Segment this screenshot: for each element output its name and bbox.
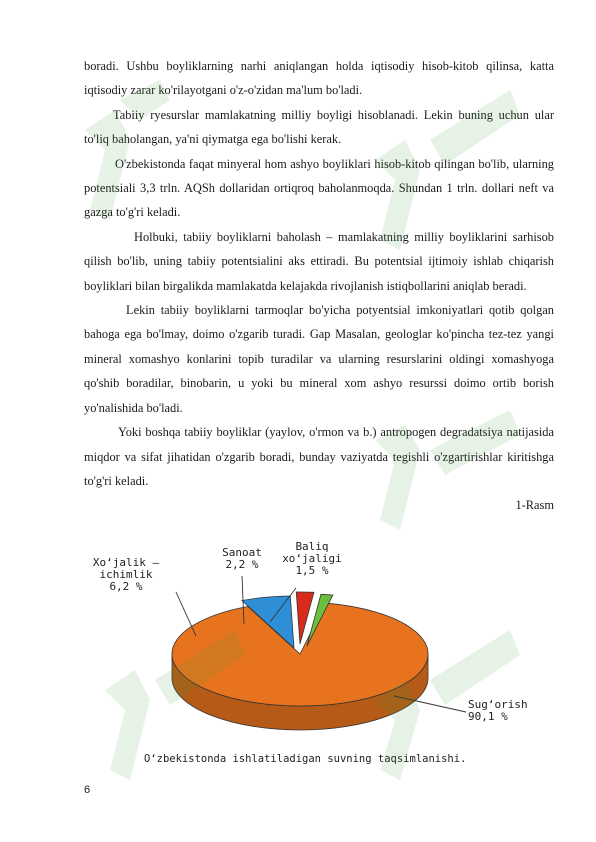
pie-chart-svg (84, 536, 554, 776)
slice-value-label: 1,5 % (295, 564, 329, 577)
paragraph-4: Holbuki, tabiiy boyliklarni baholash – mamlakatning milliy boyliklarini sarhisob qilish bo'lib, uning tabiiy potentsialini aks ettiradi. Bu potentsial ijtimoiy ishlab chiqarish boyliklari bilan birgalikda mamlakatda kelajakda rivojlanish istiqbollarini aniqlab beradi. (84, 229, 554, 293)
leader-line (176, 592, 196, 636)
paragraph-5: Lekin tabiiy boyliklarni tarmoqlar bo'yicha potyentsial imkoniyatlari qotib qolgan bahoga ega bo'lmay, doimo o'zgarib turadi. Gap Masalan, geologlar ko'pincha tez-tez yangi mineral xomashyo konlarini topib turadilar va ularning resurslarini oldingi xomashyoga qo'shib boradilar, binobarin, u yoki bu mineral xom ashyo resurssi doimo ortib borish yo'nalishida bo'ladi. (84, 303, 554, 415)
paragraph-2: Tabiiy ryesurslar mamlakatning milliy boyligi hisoblanadi. Lekin buning uchun ular to'liq baholangan, ya'ni qiymatga ega bo'lishi kerak. (84, 107, 554, 147)
figure-label: 1-Rasm (515, 498, 554, 513)
slice-name-label: Baliq (295, 540, 329, 553)
slice-name-label: Xo‘jalik — (92, 556, 160, 569)
pie-chart (84, 536, 554, 776)
slice-name-label: Sug‘orish (468, 698, 528, 711)
slice-value-label: 2,2 % (225, 558, 259, 571)
slice-name-label: Sanoat (222, 546, 262, 559)
slice-value-label: 90,1 % (468, 710, 508, 723)
paragraph-1: boradi. Ushbu boyliklarning narhi aniqlangan holda iqtisodiy hisob-kitob qilinsa, katta iqtisodiy zarar ko'rilayotgani o'z-o'zidan ma'lum bo'ladi. (84, 59, 554, 98)
slice-value-label: 6,2 % (109, 580, 143, 593)
chart-caption: O‘zbekistonda ishlatiladigan suvning taqsimlanishi. (144, 753, 467, 765)
slice-name-label: ichimlik (99, 568, 153, 581)
body-text (84, 54, 554, 518)
slice-name-label: xo‘jaligi (282, 552, 342, 565)
paragraph-6: Yoki boshqa tabiiy boyliklar (yaylov, o'rmon va b.) antropogen degradatsiya natijasida miqdor va sifat jihatidan o'zgarib boradi, bunday vaziyatda tegishli o'zgartirishlar kiritishga to'g'ri keladi. (84, 425, 554, 488)
paragraph-3: O'zbekistonda faqat minyeral hom ashyo boyliklari hisob-kitob qilingan bo'lib, ularning potentsiali 3,3 trln. AQSh dollaridan ortiqroq baholanmoqda. Shundan 1 trln. dollari neft va gazga to'g'ri keladi. (84, 156, 554, 220)
page-number: 6 (84, 784, 91, 796)
